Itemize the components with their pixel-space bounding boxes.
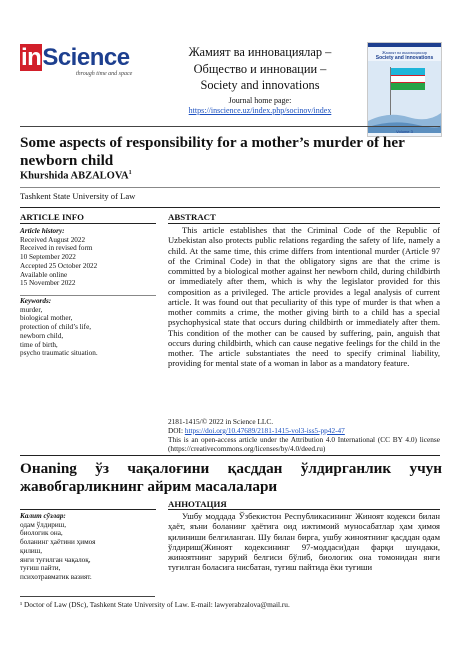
keyword-item: murder,	[20, 305, 43, 314]
abstract-body	[168, 225, 440, 369]
cover-volume: Volume 3	[396, 129, 413, 134]
keywords-label: Keywords:	[20, 297, 52, 305]
doi-label: DOI:	[168, 425, 185, 435]
uzbek-keyword-item: боланинг ҳаётини ҳимоя	[20, 538, 96, 547]
keyword-item: protection of child’s life,	[20, 323, 92, 332]
affiliation-divider	[20, 207, 440, 208]
history-line: 10 September 2022	[20, 253, 76, 262]
uzbek-keyword-item: қилиш,	[20, 546, 43, 555]
uzbek-keywords-block	[20, 512, 160, 582]
uzbek-keyword-item: туғиш пайти,	[20, 564, 61, 573]
uzbek-keyword-item: психотравматик вазият.	[20, 572, 92, 581]
history-line: Received in revised form	[20, 244, 93, 253]
uzbek-article-title: Онаning ўз чақалоғини қасддан ўлдирганлик учун жавобгарликнинг айрим масалалари	[20, 460, 442, 495]
history-line: 15 November 2022	[20, 279, 76, 288]
uzbek-abstract-body	[168, 511, 440, 598]
homepage-label: Journal home page:	[228, 95, 292, 105]
keyword-item: time of birth,	[20, 340, 58, 349]
journal-cover-image	[367, 42, 442, 137]
logo-science-text: Science	[42, 44, 130, 71]
section-divider	[20, 455, 440, 456]
uzbek-keywords-rule	[20, 509, 156, 510]
article-history-label: Article history:	[20, 227, 65, 235]
keyword-item: psycho traumatic situation.	[20, 349, 98, 358]
cover-subtitle: Жамият ва инновациялар	[381, 50, 428, 55]
journal-title-uz: Жамият ва инновациялар –	[188, 45, 332, 59]
uzbek-keyword-item: янги туғилган чақалоқ,	[20, 555, 91, 564]
article-info-heading: ARTICLE INFO	[20, 212, 84, 222]
article-history-block	[20, 227, 156, 288]
keywords-block	[20, 297, 156, 358]
abstract-heading: ABSTRACT	[168, 212, 216, 222]
keyword-item: newborn child,	[20, 331, 64, 340]
abstract-rule	[168, 223, 440, 224]
license-text: This is an open-access article under the Attribution 4.0 International (CC BY 4.0) license (https://creativecommons.org/licenses/by/4.0/deed.ru)	[168, 434, 440, 453]
uzbek-keywords-label: Калит сўзлар:	[20, 512, 66, 520]
cover-flag-illustration	[368, 61, 441, 133]
history-line: Received August 2022	[20, 235, 86, 244]
author-affiliation: Tashkent State University of Law	[20, 191, 136, 201]
journal-title-ru: Общество и инновации –	[193, 61, 327, 76]
logo-in-text: in	[21, 44, 42, 71]
author-footnote: ¹ Doctor of Law (DSc), Tashkent State University of Law. E-mail: lawyerabzalova@mail.ru.	[20, 600, 290, 609]
uzbek-abstract-rule	[168, 509, 440, 510]
footnote-rule	[20, 596, 155, 597]
homepage-link[interactable]: https://inscience.uz/index.php/socinov/index	[188, 105, 332, 115]
uzbek-abstract-text: Ушбу моддада Ўзбекистон Республикасининг Жиноят кодекси билан ҳаёт, яъни боланинг ҳаётига оид ижтимоий муносабатлар ҳам ҳимоя қилиниши белгиланган. Шу билан бирга, ушбу жиноятнинг қасддан одам ўлдириш(Жиноят кодексининг 97-моддаси)дан фарқи шундаки, жиноятнинг зарурий белгиси бўлиб, биологик она томонидан янги туғилган боласига нисбатан, туғиш пайтида ёки туғиши	[168, 511, 440, 573]
journal-title-en: Society and innovations	[200, 78, 320, 92]
history-line: Available online	[20, 270, 68, 279]
author-divider	[20, 187, 440, 188]
abstract-text: This article establishes that the Criminal Code of the Republic of Uzbekistan also protects public relations regarding the safety of life, namely a child. At the same time, this crime differs from intentional murder (Article 97 of the Criminal Code) in that the obligatory signs are that the crime is committed by a biological mother against her newborn child, during childbirth or immediately after them, which is why the legislator provided for this composition as a privileged. The article provides a legal analysis of current article. It was found out that peculiarity of this type of murder is that when a mother commits a crime, the mother giving birth to a child has a special psychophysical state that occurs during childbirth or immediately after them. This condition of the mother can be caused by suffering, pain, anguish that occurs during childbirth, which can cause negative feelings for the child in the mother. The article substantiates the need to specify criminal liability, providing for mental state of a woman in labor as a mandatory feature.	[168, 225, 440, 369]
cover-title: Society and innovations	[375, 55, 434, 61]
article-meta	[168, 418, 440, 454]
doi-link[interactable]: https://doi.org/10.47689/2181-1415-vol3-iss5-pp42-47	[184, 425, 345, 435]
keywords-rule	[20, 295, 156, 296]
author-name: Khurshida ABZALOVA	[20, 170, 129, 182]
header-divider	[20, 126, 440, 127]
logo-tagline: through time and space	[76, 71, 133, 77]
uzbek-abstract-heading: АННОТАЦИЯ	[168, 499, 227, 509]
author-footnote-mark: 1	[128, 170, 132, 176]
history-line: Accepted 25 October 2022	[20, 261, 98, 270]
uzbek-keyword-item: биологик она,	[20, 529, 63, 538]
issn-copyright: 2181-1415/© 2022 in Science LLC.	[168, 417, 274, 426]
journal-logo	[20, 46, 155, 90]
article-author	[20, 170, 132, 182]
keyword-item: biological mother,	[20, 314, 73, 323]
uzbek-keyword-item: одам ўлдириш,	[20, 520, 67, 529]
journal-header	[160, 44, 360, 116]
article-title: Some aspects of responsibility for a mother’s murder of her newborn child	[20, 134, 405, 169]
article-info-rule	[20, 223, 156, 224]
